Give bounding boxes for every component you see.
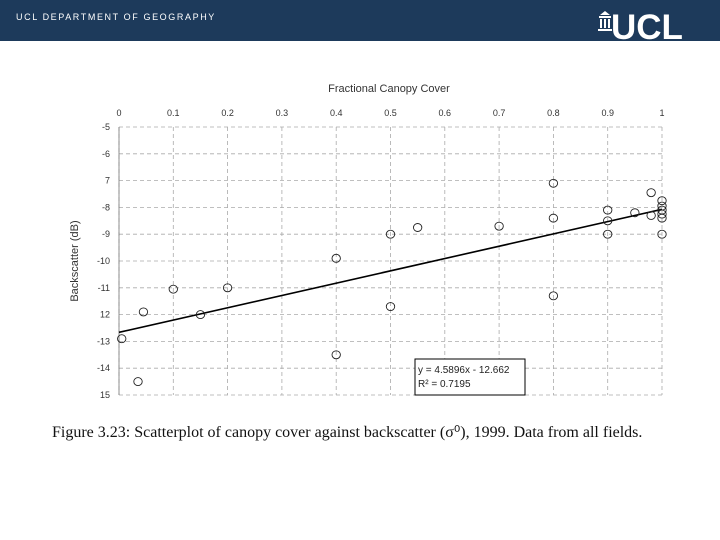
- x-tick-label: 0.2: [221, 108, 234, 118]
- data-points: [118, 179, 667, 385]
- department-name: UCL DEPARTMENT OF GEOGRAPHY: [16, 12, 216, 22]
- equation-text: y = 4.5896x - 12.662: [418, 365, 510, 376]
- equation-box: [415, 359, 525, 395]
- y-tick-label: -10: [96, 256, 110, 266]
- y-tick-label: 7: [104, 175, 110, 186]
- x-tick-label: 0.5: [384, 108, 397, 118]
- ucl-logo: [594, 6, 704, 40]
- x-tick-label: 0: [116, 108, 122, 118]
- logo-text: UCL: [611, 8, 683, 40]
- x-tick-label: 0.7: [492, 108, 506, 118]
- x-tick-label: 0.3: [275, 108, 289, 118]
- portico-icon: [598, 11, 612, 31]
- header-bar: [0, 0, 720, 41]
- data-point: [134, 378, 142, 386]
- tick-labels: [97, 108, 665, 400]
- r-squared-text: R² = 0.7195: [418, 379, 471, 390]
- x-tick-label: 1: [659, 108, 665, 118]
- x-tick-label: 0.6: [438, 108, 452, 118]
- y-axis-label: Backscatter (dB): [69, 220, 81, 302]
- y-tick-label: -6: [101, 148, 110, 159]
- x-tick-label: 0.8: [547, 108, 560, 118]
- x-tick-label: 0.1: [167, 108, 180, 118]
- y-tick-label: -8: [101, 202, 110, 213]
- y-tick-label: 12: [99, 309, 110, 320]
- data-point: [647, 189, 655, 197]
- scatter-chart: [0, 70, 720, 415]
- y-tick-label: -11: [97, 282, 110, 293]
- grid: [119, 127, 662, 395]
- figure-caption: Figure 3.23: Scatterplot of canopy cover against backscatter (σ⁰), 1999. Data from all fields.: [52, 424, 643, 441]
- x-tick-label: 0.9: [601, 108, 614, 118]
- y-tick-label: -5: [101, 122, 110, 132]
- y-tick-label: -13: [96, 336, 110, 347]
- y-tick-label: -14: [96, 363, 110, 374]
- data-point: [647, 211, 655, 219]
- y-tick-label: 15: [99, 390, 110, 400]
- y-tick-label: -9: [101, 229, 110, 240]
- data-point: [413, 224, 421, 232]
- x-axis-label: Fractional Canopy Cover: [328, 83, 450, 95]
- x-tick-label: 0.4: [329, 108, 343, 118]
